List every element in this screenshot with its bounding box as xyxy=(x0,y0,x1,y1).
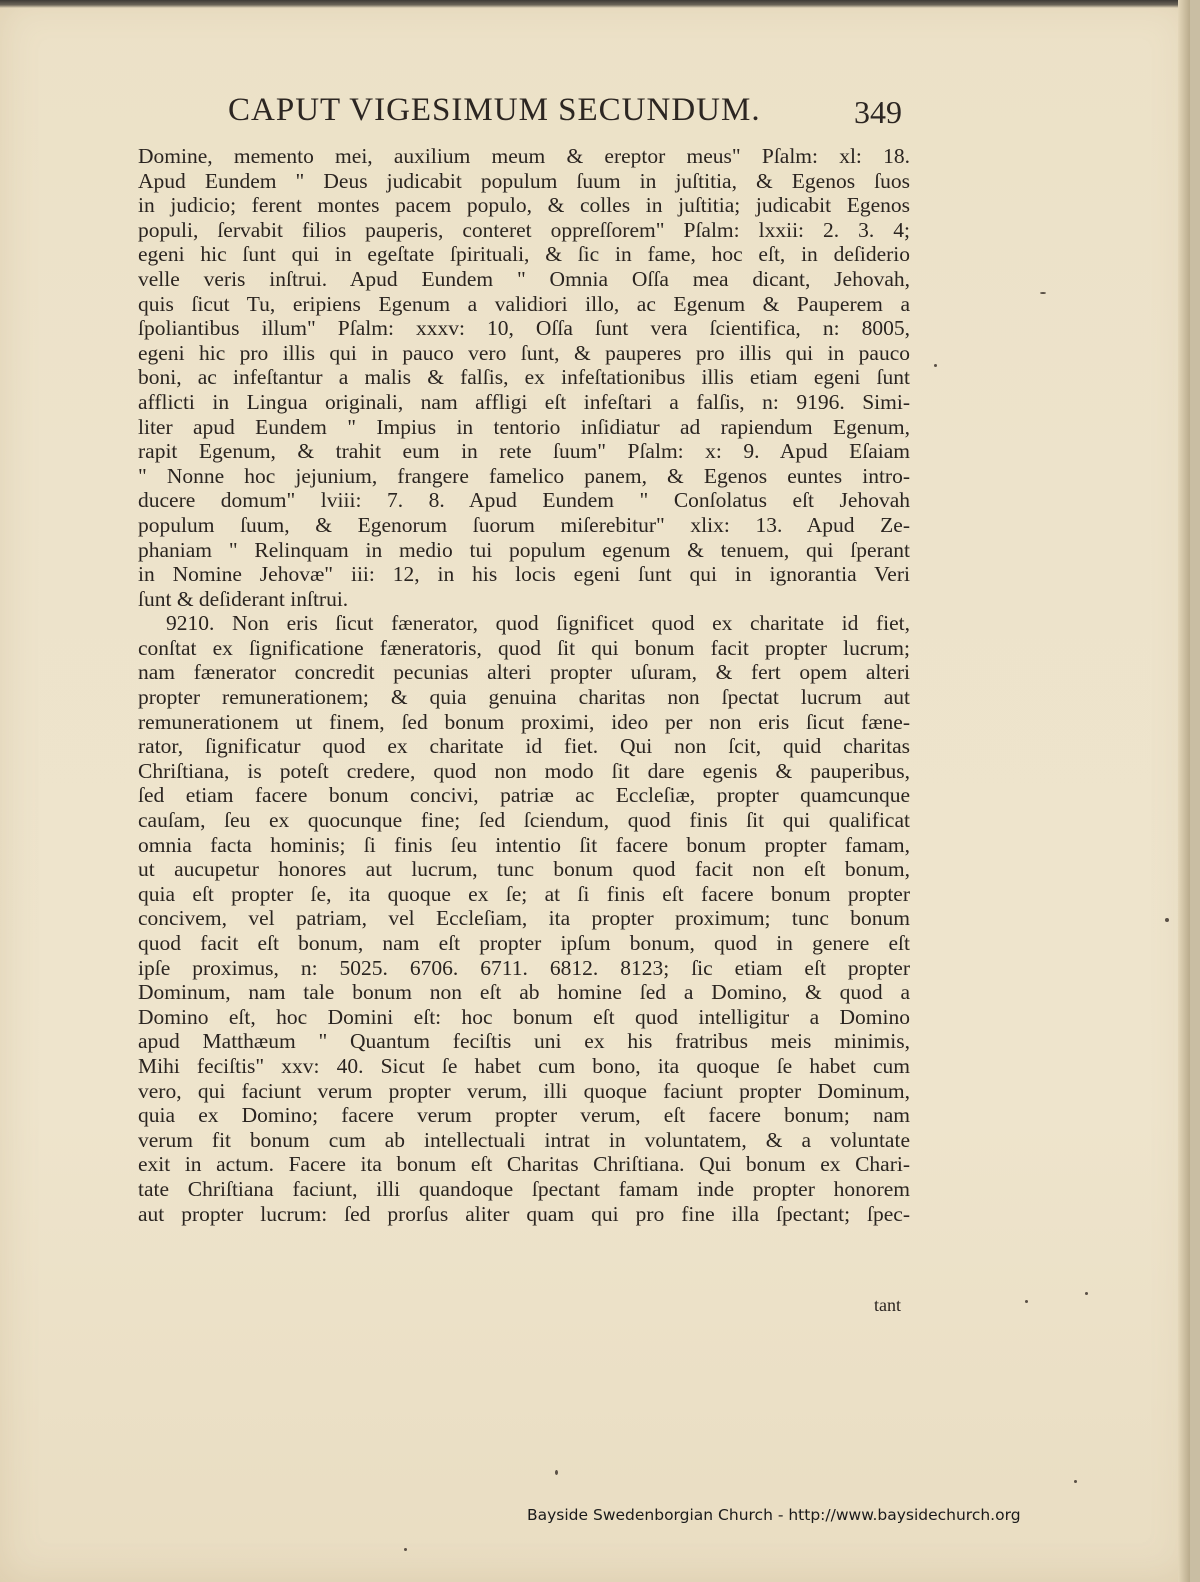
text-line: populi, ſervabit filios pauperis, conteret oppreſſorem" Pſalm: lxxii: 2. 3. 4; xyxy=(138,217,910,242)
text-line: ſed etiam facere bonum concivi, patriæ ac Eccleſiæ, propter quamcunque xyxy=(138,783,910,808)
text-line: verum fit bonum cum ab intellectuali intrat in voluntatem, & a voluntate xyxy=(138,1127,910,1152)
text-line: apud Matthæum " Quantum feciſtis uni ex his fratribus meis minimis, xyxy=(138,1029,910,1054)
paper-speck xyxy=(1025,1300,1028,1303)
body-text xyxy=(138,144,910,1226)
text-line: propter remunerationem; & quia genuina charitas non ſpectat lucrum aut xyxy=(138,685,910,710)
text-line: quia eſt propter ſe, ita quoque ex ſe; at ſi finis eſt facere bonum propter xyxy=(138,881,910,906)
text-line: liter apud Eundem " Impius in tentorio inſidiatur ad rapiendum Egenum, xyxy=(138,414,910,439)
paper-speck xyxy=(1074,1480,1077,1483)
text-line: cauſam, ſeu ex quocunque fine; ſed ſciendum, quod finis ſit qui qualificat xyxy=(138,808,910,833)
text-line: quia ex Domino; facere verum propter verum, eſt facere bonum; nam xyxy=(138,1103,910,1128)
text-line: velle veris inſtrui. Apud Eundem " Omnia Oſſa mea dicant, Jehovah, xyxy=(138,266,910,291)
text-line: exit in actum. Facere ita bonum eſt Charitas Chriſtiana. Qui bonum ex Chari- xyxy=(138,1152,910,1177)
paper-speck xyxy=(1165,918,1169,922)
text-line: 9210. Non eris ſicut fænerator, quod ſignificet quod ex charitate id fiet, xyxy=(166,611,910,636)
text-line: in Nomine Jehovæ" iii: 12, in his locis egeni ſunt qui in ignorantia Veri xyxy=(138,562,910,587)
page-top-edge xyxy=(0,0,1190,8)
text-line: Apud Eundem " Deus judicabit populum ſuum in juſtitia, & Egenos ſuos xyxy=(138,168,910,193)
text-line: " Nonne hoc jejunium, frangere famelico panem, & Egenos euntes intro- xyxy=(138,463,910,488)
text-line: quod facit eſt bonum, nam eſt propter ipſum bonum, quod in genere eſt xyxy=(138,931,910,955)
text-line: rapit Egenum, & trahit eum in rete ſuum" Pſalm: x: 9. Apud Eſaiam xyxy=(138,439,910,464)
page-right-edge xyxy=(1178,0,1190,1582)
text-line: conſtat ex ſignificatione fæneratoris, quod ſit qui bonum facit propter lucrum; xyxy=(138,635,910,660)
footer-credit: Bayside Swedenborgian Church - http://www.baysidechurch.org xyxy=(527,1506,1021,1524)
paper-speck xyxy=(934,364,937,367)
text-line: ut aucupetur honores aut lucrum, tunc bonum quod facit non eſt bonum, xyxy=(138,857,910,882)
text-line: ſunt & deſiderant inſtrui. xyxy=(138,586,349,611)
text-line: Domino eſt, hoc Domini eſt: hoc bonum eſt quod intelligitur a Domino xyxy=(138,1004,910,1029)
text-line: quis ſicut Tu, eripiens Egenum a validiori illo, ac Egenum & Pauperem a xyxy=(138,291,910,316)
paper-speck xyxy=(404,1548,407,1551)
running-head: CAPUT VIGESIMUM SECUNDUM. xyxy=(228,92,761,128)
text-line: Mihi feciſtis" xxv: 40. Sicut ſe habet cum bono, ita quoque ſe habet cum xyxy=(138,1053,910,1078)
text-line: omnia facta hominis; ſi finis ſeu intentio ſit facere bonum propter famam, xyxy=(138,832,910,857)
text-line: tate Chriſtiana faciunt, illi quandoque ſpectant famam inde propter honorem xyxy=(138,1176,910,1201)
page-number: 349 xyxy=(854,94,902,130)
paper-speck xyxy=(1085,1292,1088,1295)
text-line: egeni hic pro illis qui in pauco vero ſunt, & pauperes pro illis qui in pauco xyxy=(138,340,910,365)
paper-speck xyxy=(1040,292,1046,294)
text-line: ſpoliantibus illum" Pſalm: xxxv: 10, Oſſa ſunt vera ſcientifica, n: 8005, xyxy=(138,316,910,341)
text-line: egeni hic ſunt qui in egeſtate ſpirituali, & ſic in fame, hoc eſt, in deſiderio xyxy=(138,242,910,267)
paper-speck xyxy=(555,1470,558,1475)
text-line: concivem, vel patriam, vel Eccleſiam, ita propter proximum; tunc bonum xyxy=(138,906,910,931)
text-line: aut propter lucrum: ſed prorſus aliter quam qui pro fine illa ſpectant; ſpec- xyxy=(138,1201,910,1226)
text-line: populum ſuum, & Egenorum ſuorum miſerebitur" xlix: 13. Apud Ze- xyxy=(138,512,910,537)
catchword: tant xyxy=(874,1295,901,1315)
text-line: nam fænerator concredit pecunias alteri propter uſuram, & fert opem alteri xyxy=(138,660,910,685)
text-line: phaniam " Relinquam in medio tui populum egenum & tenuem, qui ſperant xyxy=(138,537,910,562)
text-line: ducere domum" lviii: 7. 8. Apud Eundem " Conſolatus eſt Jehovah xyxy=(138,488,910,513)
text-line: rator, ſignificatur quod ex charitate id fiet. Qui non ſcit, quid charitas xyxy=(138,734,910,759)
text-line: boni, ac infeſtantur a malis & falſis, ex infeſtationibus illis etiam egeni ſunt xyxy=(138,365,910,390)
text-line: Domine, memento mei, auxilium meum & ereptor meus" Pſalm: xl: 18. xyxy=(138,144,910,168)
text-line: in judicio; ferent montes pacem populo, & colles in juſtitia; judicabit Egenos xyxy=(138,193,910,218)
text-line: Dominum, nam tale bonum non eſt ab homine ſed a Domino, & quod a xyxy=(138,980,910,1005)
text-line: vero, qui faciunt verum propter verum, illi quoque faciunt propter Dominum, xyxy=(138,1078,910,1103)
text-line: remunerationem ut finem, ſed bonum proximi, ideo per non eris ſicut fæne- xyxy=(138,709,910,734)
text-line: Chriſtiana, is poteſt credere, quod non modo ſit dare egenis & pauperibus, xyxy=(138,758,910,783)
text-line: ipſe proximus, n: 5025. 6706. 6711. 6812. 8123; ſic etiam eſt propter xyxy=(138,955,910,980)
text-line: afflicti in Lingua originali, nam affligi eſt infeſtari a falſis, n: 9196. Simi- xyxy=(138,389,910,414)
